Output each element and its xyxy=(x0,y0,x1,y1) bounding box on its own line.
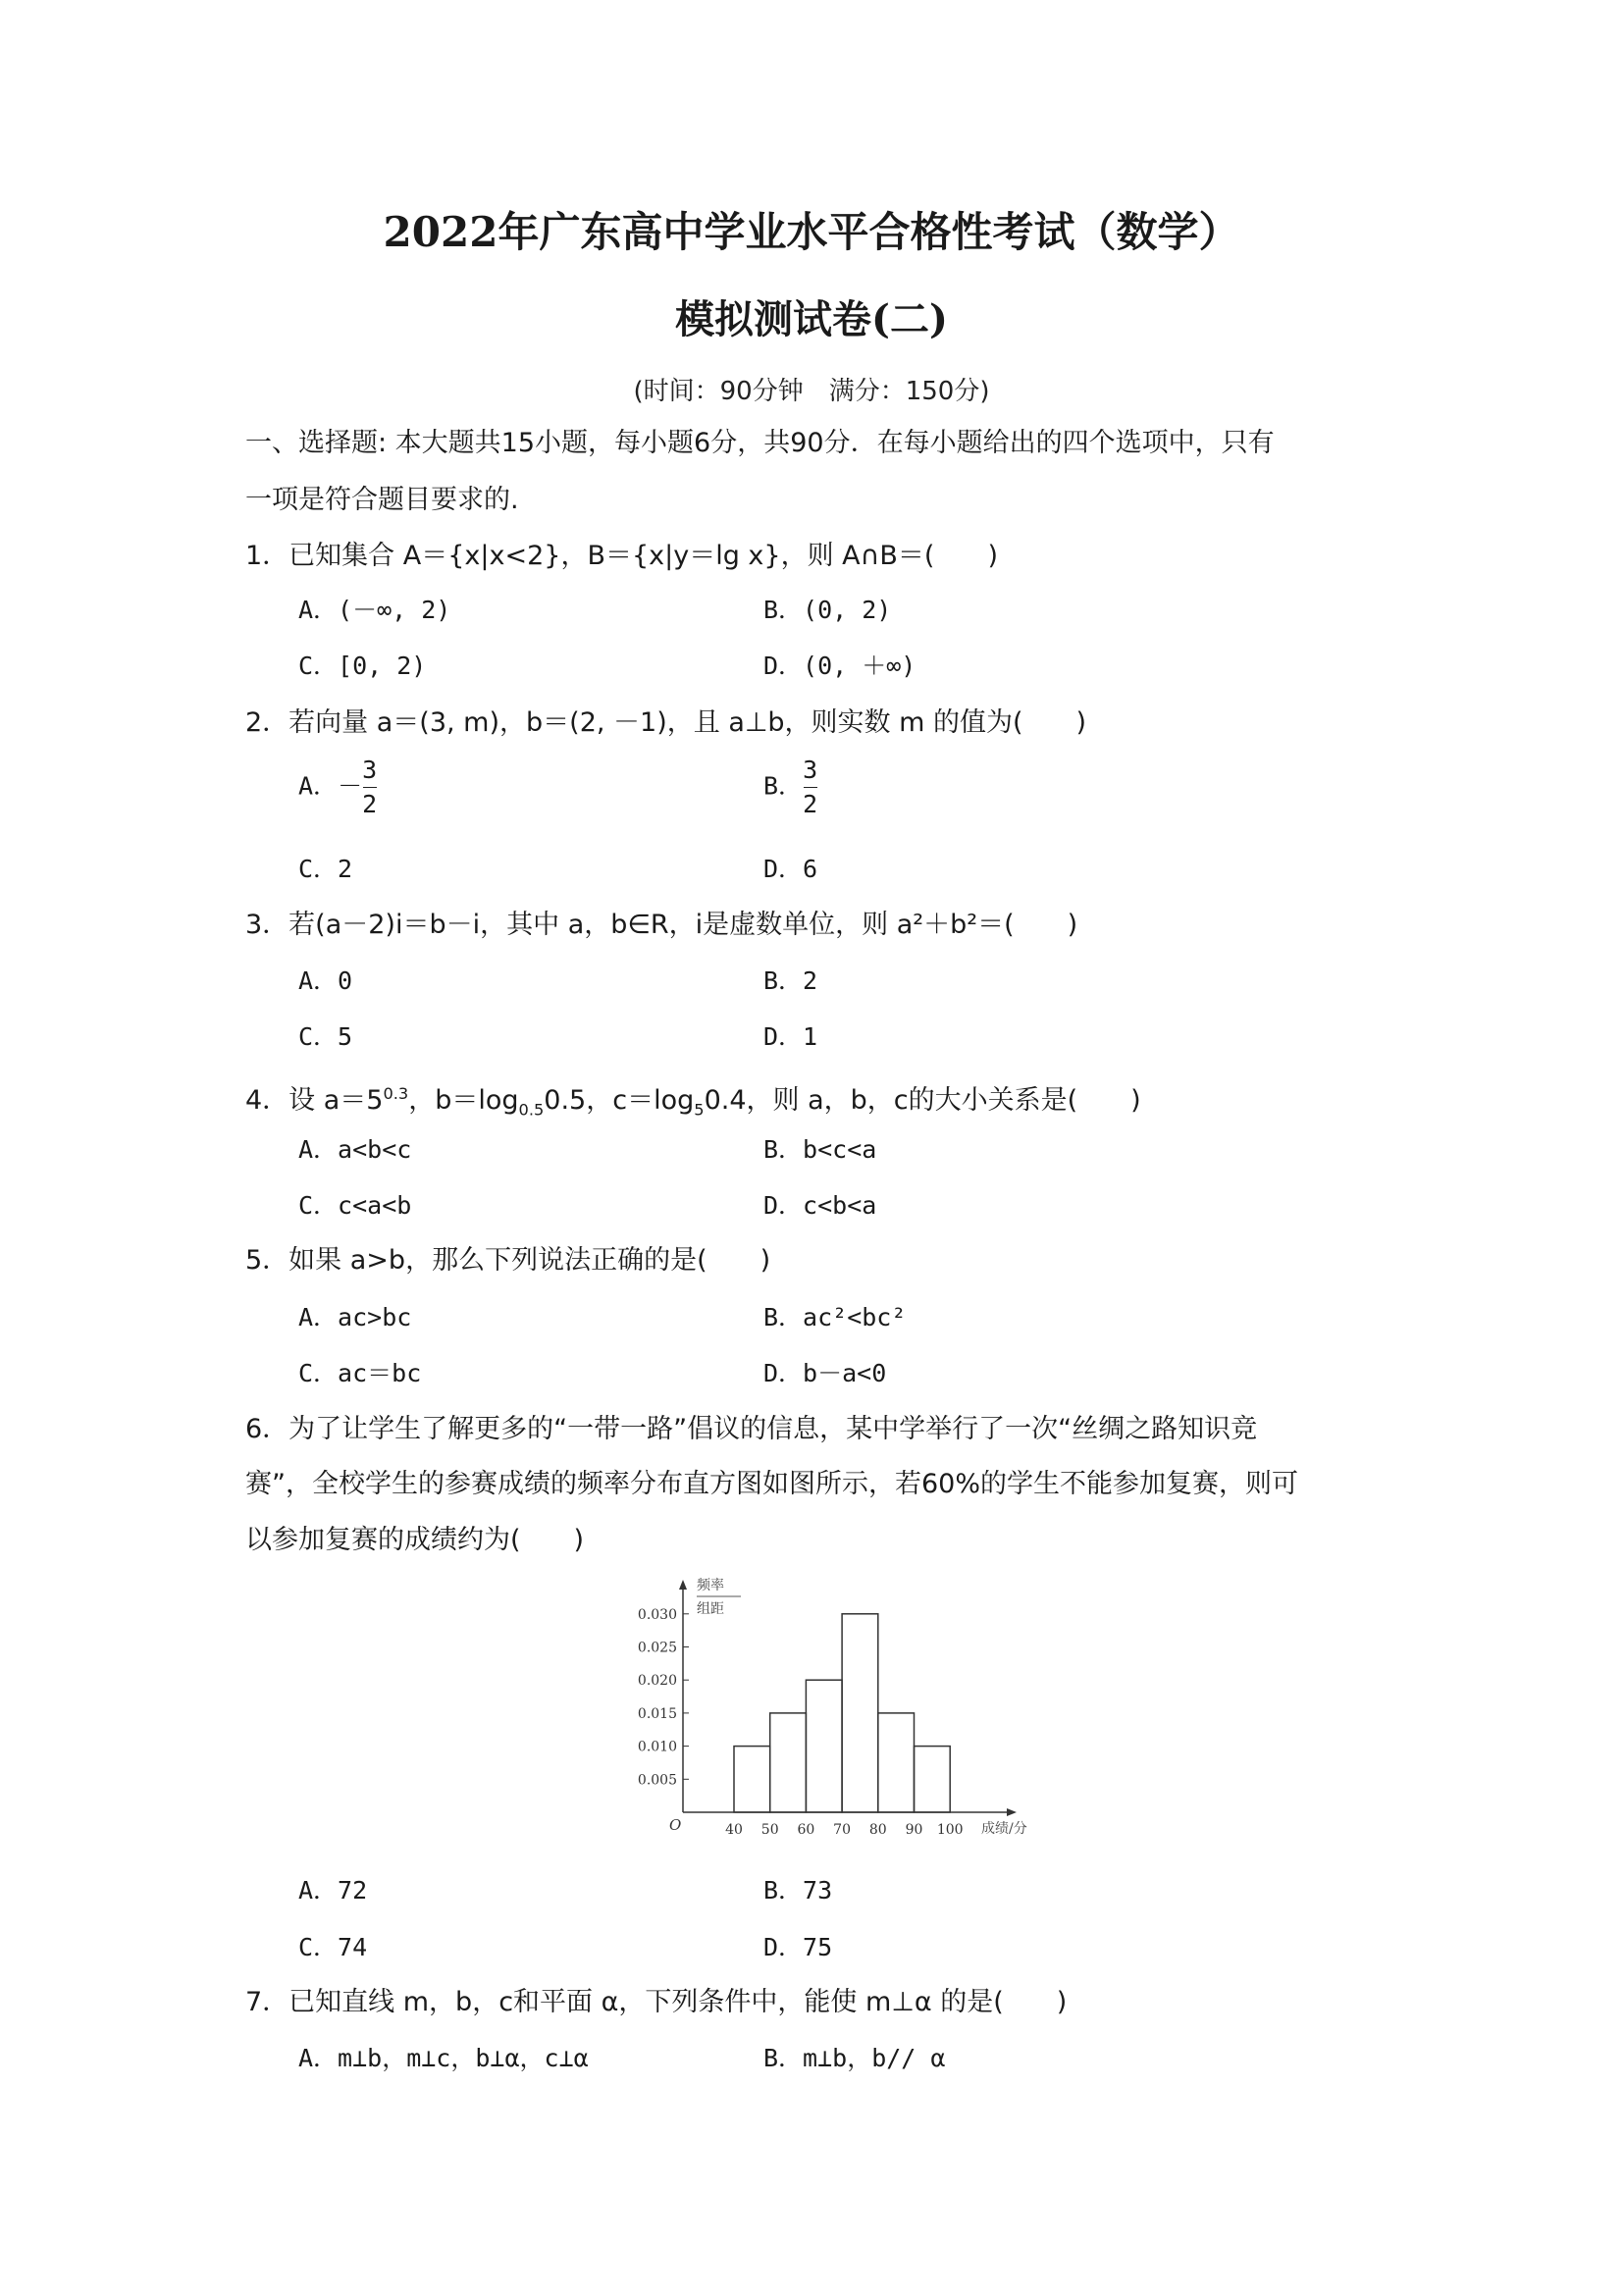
question-3-option-c[interactable]: C．5 xyxy=(298,1022,353,1051)
numerator: 3 xyxy=(803,756,818,784)
y-tick-label: 0.015 xyxy=(637,1705,677,1722)
y-tick-label: 0.005 xyxy=(637,1772,677,1789)
question-3-option-a[interactable]: A．0 xyxy=(298,966,353,995)
option-label: A． xyxy=(298,771,339,801)
histogram-bar xyxy=(734,1747,770,1812)
chart-marks xyxy=(638,1580,1017,1838)
question-5-stem: 5．如果 a>b，那么下列说法正确的是( ) xyxy=(245,1245,771,1276)
question-4-option-b[interactable]: B．b<c<a xyxy=(763,1135,877,1164)
question-7-option-b[interactable]: B．m⊥b，b// α xyxy=(763,2044,946,2072)
stem-part: 4．设 a＝5 xyxy=(245,1085,384,1116)
y-tick-label: 0.025 xyxy=(637,1640,677,1656)
numerator: 3 xyxy=(362,756,378,784)
question-5-option-b[interactable]: B．ac²<bc² xyxy=(763,1303,907,1331)
option-label: B． xyxy=(763,771,804,801)
question-2-option-c[interactable]: C．2 xyxy=(298,855,353,883)
question-6-option-d[interactable]: D．75 xyxy=(763,1933,833,1961)
question-6-stem-line2: 赛”，全校学生的参赛成绩的频率分布直方图如图所示，若60%的学生不能参加复赛，则可 xyxy=(245,1469,1298,1499)
question-4-option-c[interactable]: C．c<a<b xyxy=(298,1191,412,1220)
histogram-chart xyxy=(608,1570,1027,1854)
fraction-bar xyxy=(363,787,377,788)
y-tick-label: 0.010 xyxy=(637,1739,677,1755)
question-4-option-d[interactable]: D．c<b<a xyxy=(763,1191,877,1220)
y-axis-label-numerator: 频率 xyxy=(697,1578,724,1593)
question-6-stem-line3: 以参加复赛的成绩约为( ) xyxy=(245,1525,585,1555)
question-7-option-a[interactable]: A．m⊥b，m⊥c，b⊥α，c⊥α xyxy=(298,2044,589,2072)
x-tick-label: 100 xyxy=(936,1822,964,1838)
denominator: 2 xyxy=(803,790,818,818)
question-6-stem-line1: 6．为了让学生了解更多的“一带一路”倡议的信息，某中学举行了一次“丝绸之路知识竞 xyxy=(245,1414,1258,1444)
y-axis-arrow xyxy=(679,1580,687,1590)
stem-part: 0.5，c＝log xyxy=(544,1085,695,1116)
question-7-stem: 7．已知直线 m，b，c和平面 α，下列条件中，能使 m⊥α 的是( ) xyxy=(245,1987,1068,2017)
x-tick-label: 60 xyxy=(797,1822,815,1838)
x-tick-label: 70 xyxy=(833,1822,852,1838)
minus-sign: － xyxy=(338,771,363,801)
histogram-bar xyxy=(915,1747,951,1812)
x-tick-label: 90 xyxy=(905,1822,923,1838)
log-base: 0.5 xyxy=(518,1100,545,1120)
question-4-stem xyxy=(245,1077,1141,1126)
histogram-bar xyxy=(842,1614,878,1812)
x-axis-label: 成绩/分 xyxy=(981,1821,1027,1837)
histogram-bar xyxy=(770,1713,807,1812)
question-6-option-a[interactable]: A．72 xyxy=(298,1876,368,1905)
origin-label: O xyxy=(669,1816,682,1834)
question-1-option-b[interactable]: B．(0, 2) xyxy=(763,596,892,624)
question-3-stem: 3．若(a－2)i＝b－i，其中 a，b∈R，i是虚数单位，则 a²＋b²＝( ) xyxy=(245,910,1078,940)
fraction-bar xyxy=(804,787,817,788)
y-tick-label: 0.030 xyxy=(637,1606,677,1623)
question-1-option-d[interactable]: D．(0, ＋∞) xyxy=(763,652,916,680)
question-6-option-c[interactable]: C．74 xyxy=(298,1933,368,1961)
question-6-option-b[interactable]: B．73 xyxy=(763,1876,833,1905)
question-3-option-d[interactable]: D．1 xyxy=(763,1022,818,1051)
question-1-stem: 1．已知集合 A＝{x|x<2}，B＝{x|y＝lg x}，则 A∩B＝( ) xyxy=(245,541,998,571)
time-info: (时间：90分钟 满分：150分) xyxy=(633,377,990,406)
question-2-stem: 2．若向量 a＝(3, m)，b＝(2, －1)，且 a⊥b，则实数 m 的值为( ) xyxy=(245,707,1087,738)
question-2-option-d[interactable]: D．6 xyxy=(763,855,818,883)
question-1-option-c[interactable]: C．[0, 2) xyxy=(298,652,427,680)
question-5-option-c[interactable]: C．ac＝bc xyxy=(298,1359,422,1387)
y-tick-label: 0.020 xyxy=(637,1673,677,1690)
question-1-option-a[interactable]: A．(－∞, 2) xyxy=(298,596,451,624)
denominator: 2 xyxy=(362,790,378,818)
section-instruction-line2: 一项是符合题目要求的. xyxy=(245,485,519,515)
x-tick-label: 40 xyxy=(725,1822,743,1838)
histogram-bar xyxy=(806,1680,842,1812)
fraction xyxy=(362,756,377,819)
exam-title: 2022年广东高中学业水平合格性考试（数学） xyxy=(383,208,1240,256)
fraction xyxy=(803,756,817,819)
x-axis-arrow xyxy=(1007,1808,1017,1816)
question-4-option-a[interactable]: A．a<b<c xyxy=(298,1135,412,1164)
x-tick-label: 50 xyxy=(760,1822,779,1838)
question-5-option-d[interactable]: D．b－a<0 xyxy=(763,1359,887,1387)
x-tick-label: 80 xyxy=(868,1822,887,1838)
question-3-option-b[interactable]: B．2 xyxy=(763,966,818,995)
section-instruction-line1: 一、选择题: 本大题共15小题，每小题6分，共90分．在每小题给出的四个选项中，只有 xyxy=(245,428,1275,458)
stem-part: 0.4，则 a，b，c的大小关系是( ) xyxy=(704,1085,1141,1116)
exponent: 0.3 xyxy=(383,1084,409,1103)
question-5-option-a[interactable]: A．ac>bc xyxy=(298,1303,412,1331)
log-base: 5 xyxy=(694,1100,705,1120)
exam-subtitle: 模拟测试卷(二) xyxy=(675,296,948,342)
y-axis-label-denominator: 组距 xyxy=(697,1601,724,1617)
histogram-bar xyxy=(878,1713,915,1812)
question-2-option-a[interactable] xyxy=(298,756,377,819)
question-2-option-b[interactable] xyxy=(763,756,817,819)
stem-part: ，b＝log xyxy=(408,1085,519,1116)
